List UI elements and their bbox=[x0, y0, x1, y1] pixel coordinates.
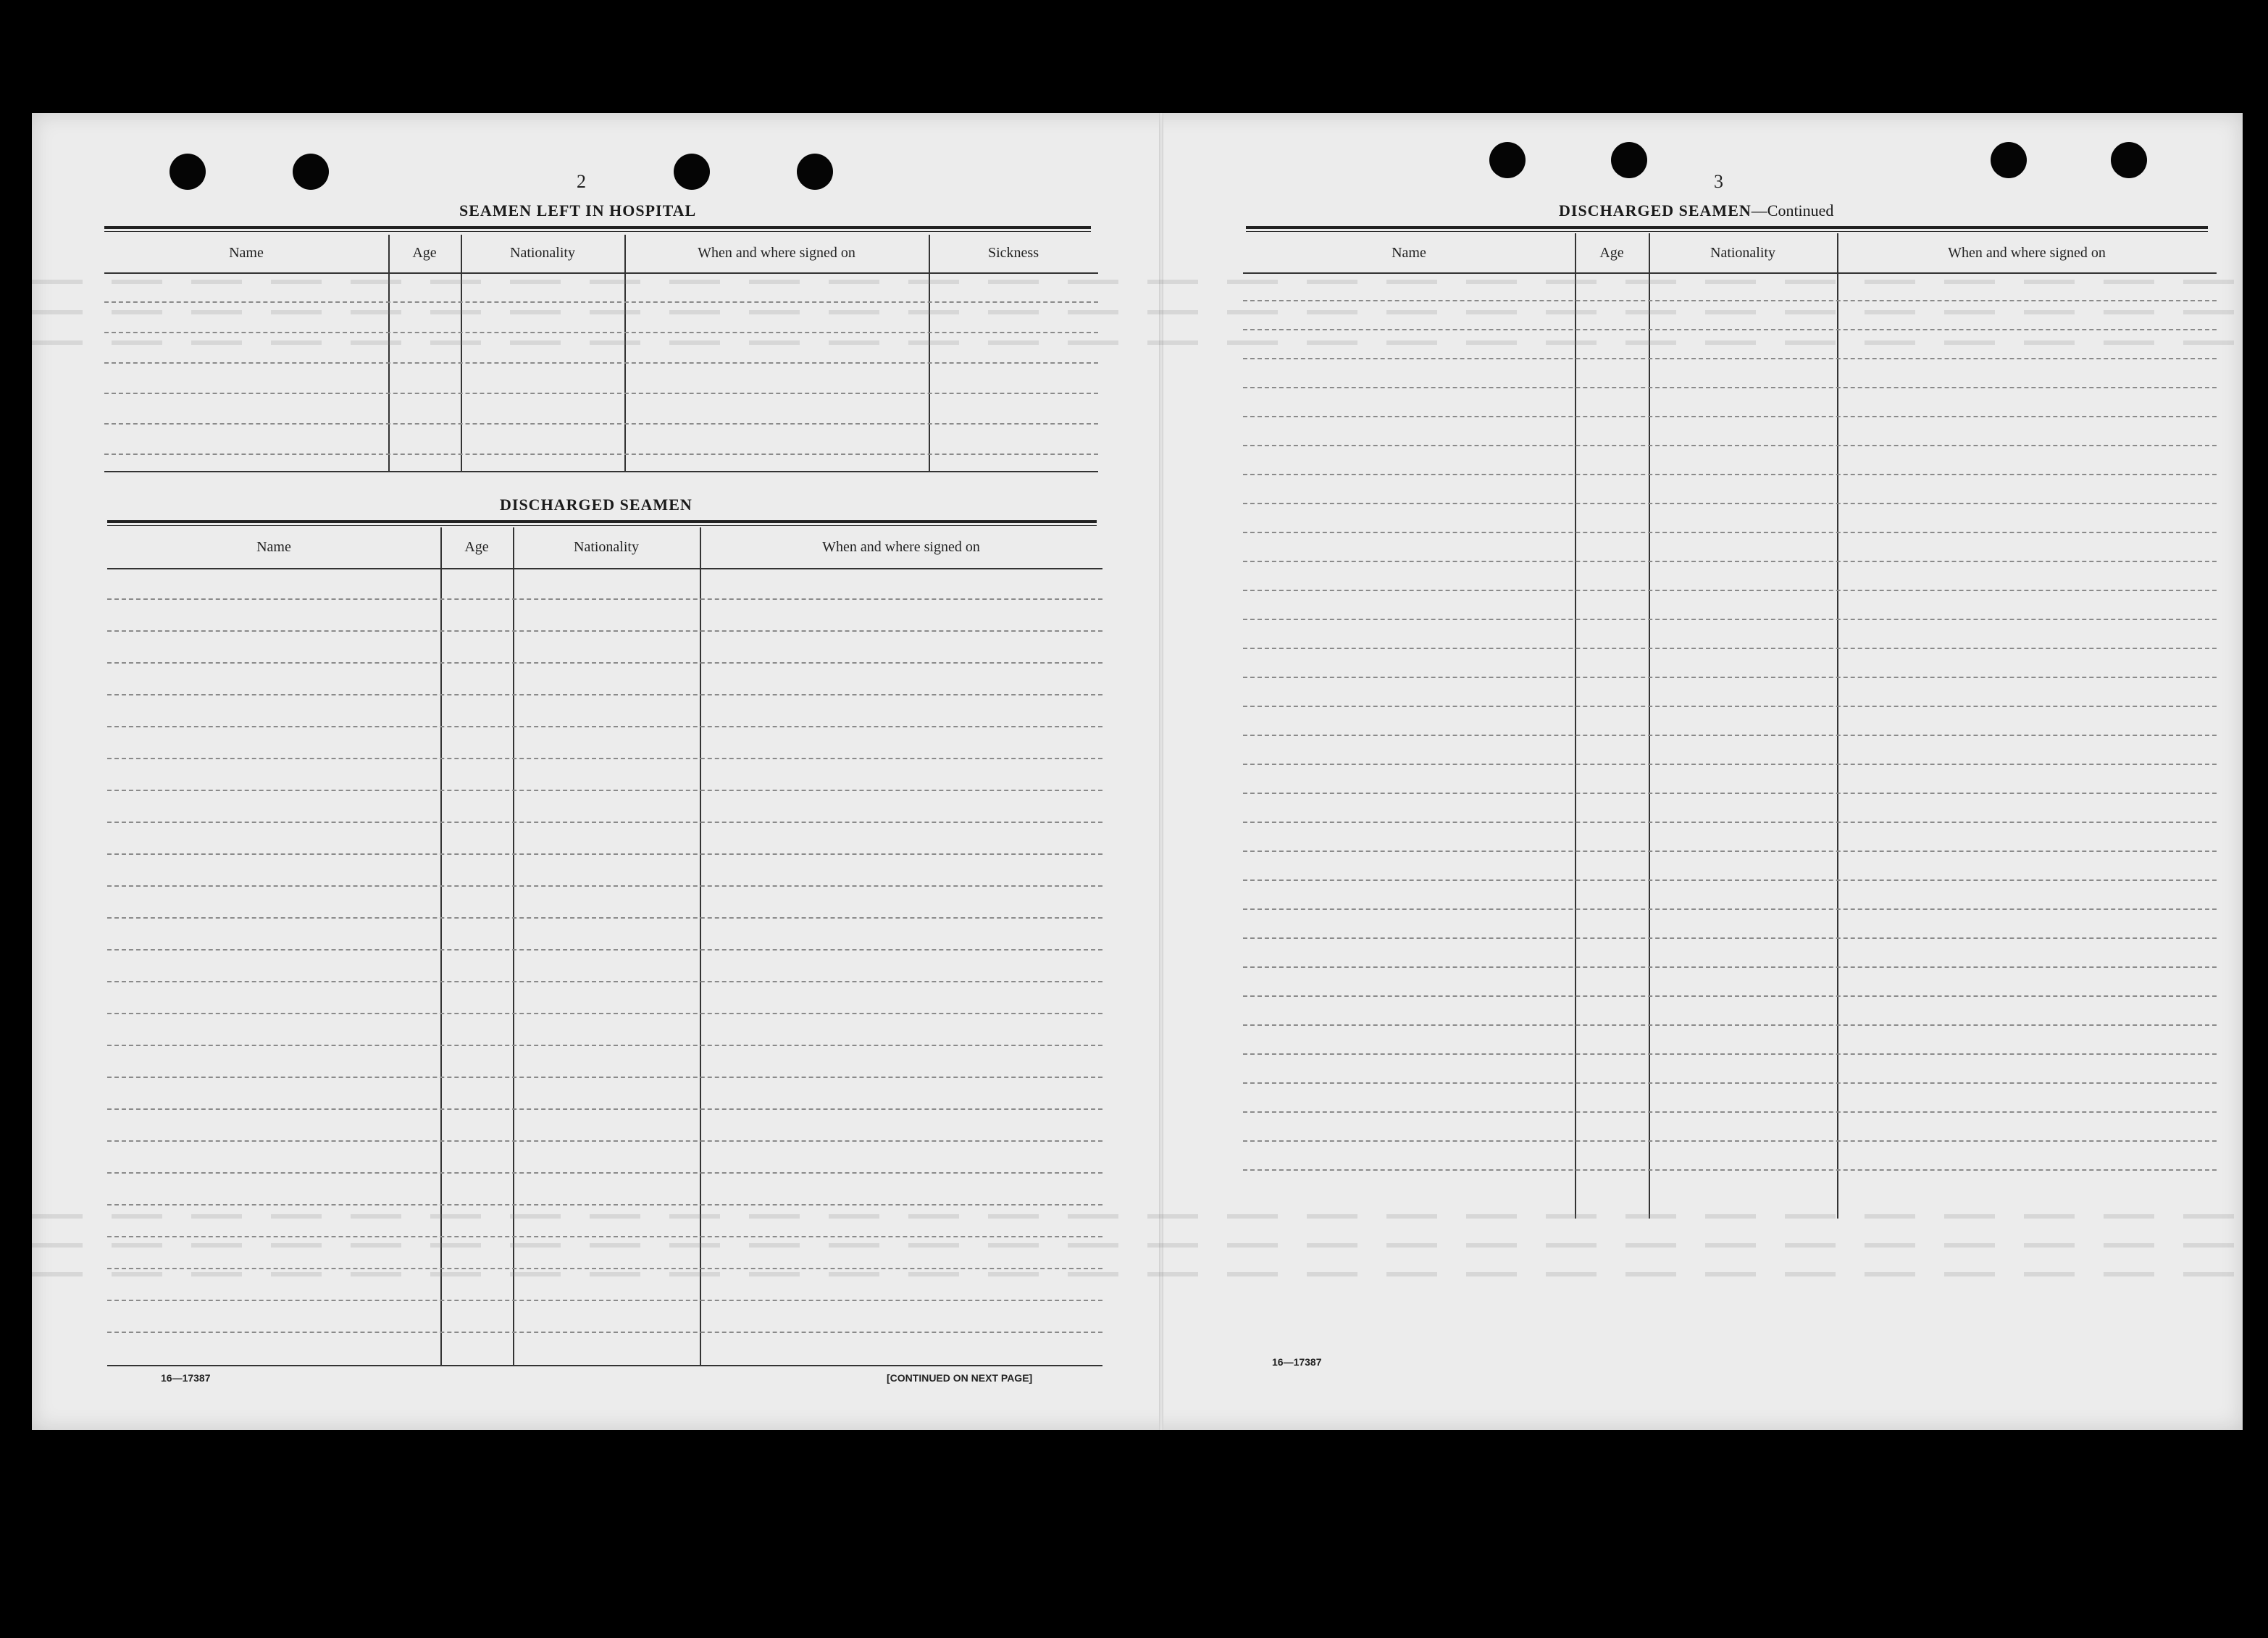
table-row bbox=[1243, 879, 2217, 881]
column-header-name: Name bbox=[1392, 245, 1426, 261]
column-header-signed-on: When and where signed on bbox=[822, 539, 980, 555]
table-row bbox=[107, 917, 1102, 919]
section-rule bbox=[1246, 226, 2208, 232]
column-divider bbox=[624, 235, 626, 471]
column-divider bbox=[1649, 233, 1650, 1219]
hospital-section-title: SEAMEN LEFT IN HOSPITAL bbox=[459, 201, 697, 220]
column-divider bbox=[513, 527, 514, 1365]
table-row bbox=[107, 1236, 1102, 1237]
page-number: 3 bbox=[1714, 171, 1724, 192]
form-number: 16—17387 bbox=[1272, 1356, 1322, 1368]
table-row bbox=[1243, 851, 2217, 852]
column-header-sickness: Sickness bbox=[988, 245, 1039, 261]
scanned-document bbox=[32, 113, 2243, 1430]
column-header-age: Age bbox=[464, 539, 489, 555]
bleed-through-text bbox=[32, 340, 2243, 345]
table-row bbox=[107, 726, 1102, 727]
bleed-through-text bbox=[32, 280, 2243, 284]
table-row bbox=[107, 1140, 1102, 1142]
table-row bbox=[1243, 300, 2217, 301]
table-row bbox=[1243, 966, 2217, 968]
table-row bbox=[104, 332, 1098, 333]
table-row bbox=[1243, 532, 2217, 533]
column-divider bbox=[700, 527, 701, 1365]
table-row bbox=[1243, 1140, 2217, 1142]
table-row bbox=[1243, 358, 2217, 359]
table-row bbox=[1243, 1169, 2217, 1171]
table-bottom-rule bbox=[107, 1365, 1102, 1366]
table-row bbox=[107, 1268, 1102, 1269]
form-number: 16—17387 bbox=[161, 1372, 211, 1384]
table-row bbox=[107, 1204, 1102, 1205]
table-row bbox=[1243, 937, 2217, 939]
table-row bbox=[107, 1332, 1102, 1333]
table-row bbox=[1243, 793, 2217, 794]
table-row bbox=[104, 362, 1098, 364]
column-header-nationality: Nationality bbox=[574, 539, 639, 555]
bleed-through-text bbox=[32, 1272, 2243, 1276]
table-row bbox=[107, 790, 1102, 791]
table-row bbox=[107, 981, 1102, 982]
table-row bbox=[107, 1300, 1102, 1301]
table-row bbox=[107, 1108, 1102, 1110]
table-bottom-rule bbox=[104, 471, 1098, 472]
bleed-through-text bbox=[32, 310, 2243, 314]
column-header-nationality: Nationality bbox=[1710, 245, 1775, 261]
table-row bbox=[1243, 416, 2217, 417]
section-title-text: DISCHARGED SEAMEN bbox=[1559, 201, 1752, 220]
table-row bbox=[104, 423, 1098, 425]
table-row bbox=[107, 1013, 1102, 1014]
table-row bbox=[1243, 1111, 2217, 1113]
table-row bbox=[1243, 764, 2217, 765]
table-row bbox=[104, 393, 1098, 394]
bleed-through-text bbox=[32, 1243, 2243, 1248]
table-row bbox=[1243, 908, 2217, 910]
table-row bbox=[1243, 503, 2217, 504]
column-header-name: Name bbox=[229, 245, 264, 261]
discharged-section-title: DISCHARGED SEAMEN bbox=[500, 496, 692, 514]
table-row bbox=[1243, 329, 2217, 330]
table-row bbox=[107, 1077, 1102, 1078]
column-header-name: Name bbox=[256, 539, 291, 555]
table-row bbox=[1243, 1053, 2217, 1055]
column-header-signed-on: When and where signed on bbox=[1948, 245, 2106, 261]
continued-note: [CONTINUED ON NEXT PAGE] bbox=[887, 1372, 1033, 1384]
table-row bbox=[1243, 445, 2217, 446]
column-divider bbox=[388, 235, 390, 471]
table-row bbox=[107, 853, 1102, 855]
discharged-continued-table bbox=[1243, 233, 2217, 1219]
column-header-signed-on: When and where signed on bbox=[698, 245, 855, 261]
table-row bbox=[1243, 619, 2217, 620]
column-header-age: Age bbox=[1599, 245, 1624, 261]
table-row bbox=[107, 630, 1102, 632]
table-row bbox=[1243, 1024, 2217, 1026]
table-row bbox=[107, 1045, 1102, 1046]
table-row bbox=[1243, 677, 2217, 678]
table-row bbox=[1243, 561, 2217, 562]
column-divider bbox=[440, 527, 442, 1365]
column-header-age: Age bbox=[412, 245, 437, 261]
bleed-through-text bbox=[32, 1214, 2243, 1219]
column-header-nationality: Nationality bbox=[510, 245, 575, 261]
table-row bbox=[107, 949, 1102, 950]
table-row bbox=[107, 598, 1102, 600]
table-row bbox=[1243, 995, 2217, 997]
table-row bbox=[107, 822, 1102, 823]
table-row bbox=[1243, 474, 2217, 475]
table-row bbox=[107, 758, 1102, 759]
table-row bbox=[1243, 822, 2217, 823]
page-number: 2 bbox=[577, 171, 587, 192]
table-row bbox=[107, 885, 1102, 887]
column-divider bbox=[1575, 233, 1576, 1219]
column-divider bbox=[929, 235, 930, 471]
table-row bbox=[107, 1172, 1102, 1174]
discharged-continued-title bbox=[1559, 201, 1833, 220]
table-row bbox=[1243, 590, 2217, 591]
table-row bbox=[107, 662, 1102, 664]
section-rule bbox=[107, 520, 1097, 526]
hospital-table bbox=[104, 235, 1098, 474]
table-row bbox=[1243, 387, 2217, 388]
section-rule bbox=[104, 226, 1091, 232]
column-divider bbox=[461, 235, 462, 471]
table-row bbox=[107, 694, 1102, 695]
table-row bbox=[1243, 648, 2217, 649]
table-row bbox=[104, 454, 1098, 455]
table-row bbox=[1243, 735, 2217, 736]
table-row bbox=[104, 301, 1098, 303]
column-divider bbox=[1837, 233, 1838, 1219]
table-row bbox=[1243, 706, 2217, 707]
section-title-suffix: —Continued bbox=[1751, 201, 1834, 220]
table-row bbox=[1243, 1082, 2217, 1084]
